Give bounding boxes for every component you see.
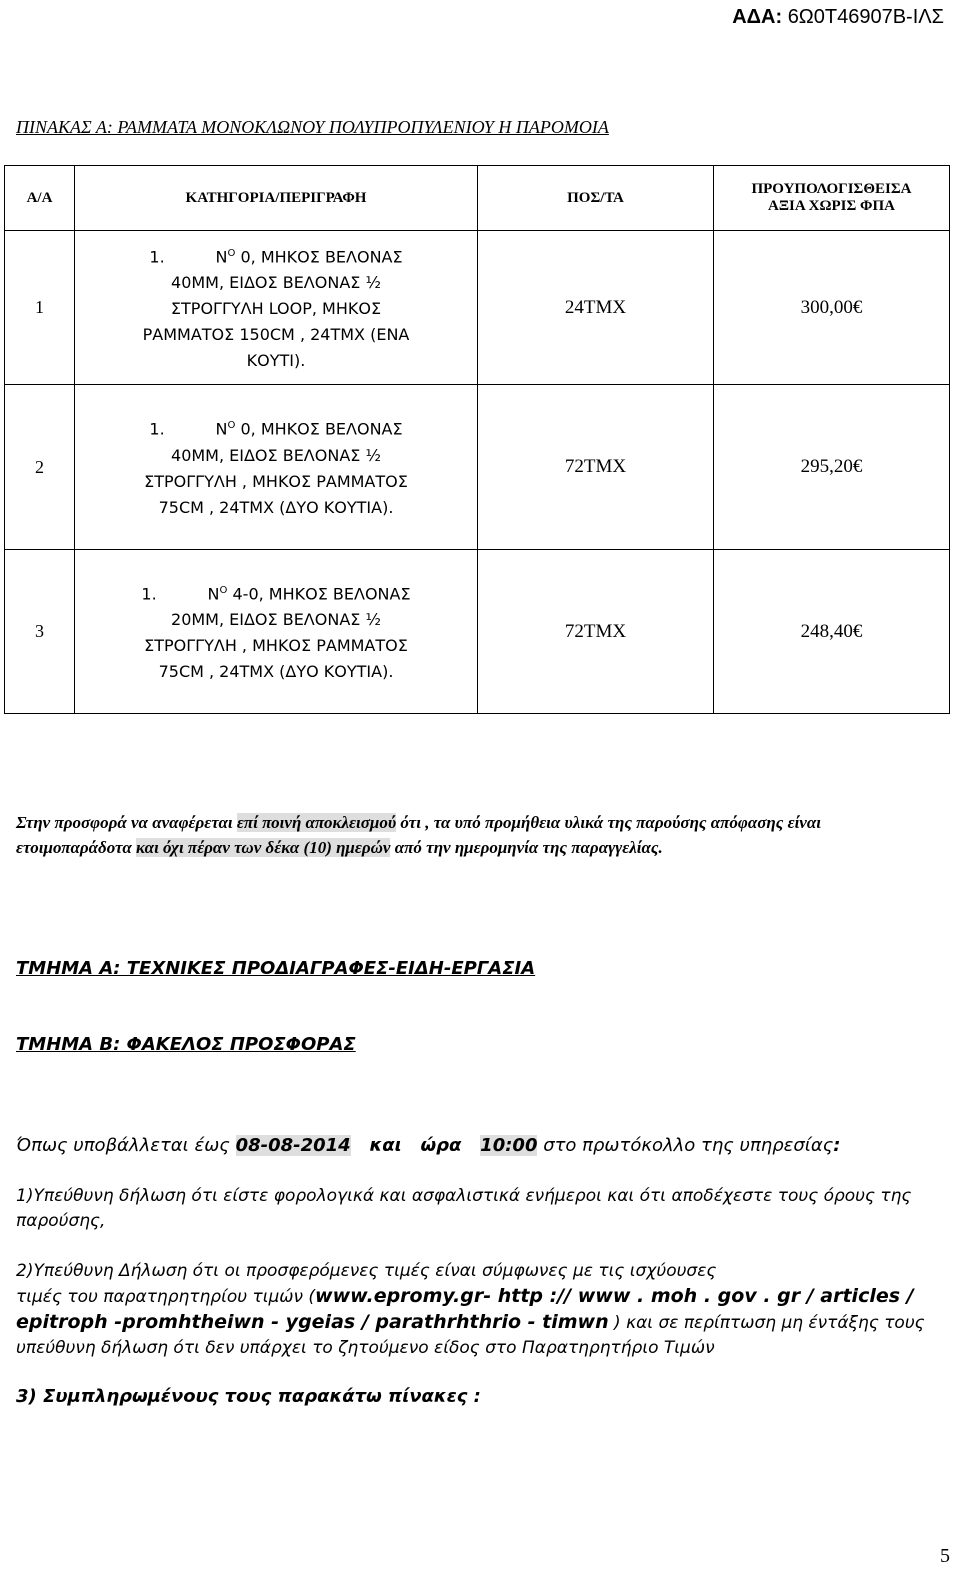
ada-code: 6Ω0Τ46907Β-ΙΛΣ xyxy=(787,6,944,28)
row-description: 1. $N^O$ 0, ΜΗΚΟΣ ΒΕΛΟΝΑΣ 40ΜΜ, ΕΙΔΟΣ ΒΕΛΟΝΑΣ ½ ΣΤΡΟΓΓΥΛΗ , ΜΗΚΟΣ ΡΑΜΜΑΤΟΣ 75CM , 24ΤΜΧ (ΔΥΟ ΚΟΥΤΙΑ). xyxy=(75,385,478,550)
row-quantity: 72ΤΜΧ xyxy=(478,385,714,550)
requirement-item-3: 3) Συμπληρωμένους τους παρακάτω πίνακες : xyxy=(16,1386,481,1407)
table-row xyxy=(5,550,950,714)
deadline-time: 10:00 xyxy=(480,1135,538,1156)
note-highlight: και όχι πέραν των δέκα (10) ημερών xyxy=(136,838,391,857)
row-number: 2 xyxy=(5,385,75,550)
header-quantity: ΠΟΣ/ΤΑ xyxy=(478,166,714,231)
row-value: 300,00€ xyxy=(714,231,950,385)
ada-header xyxy=(732,6,944,29)
row-description: 1. $N^O$ 0, ΜΗΚΟΣ ΒΕΛΟΝΑΣ 40ΜΜ, ΕΙΔΟΣ ΒΕΛΟΝΑΣ ½ ΣΤΡΟΓΓΥΛΗ LOOP, ΜΗΚΟΣ ΡΑΜΜΑΤΟΣ 150CM , 24ΤΜΧ (ΕΝΑ ΚΟΥΤΙ). xyxy=(75,231,478,385)
header-description: ΚΑΤΗΓΟΡΙΑ/ΠΕΡΙΓΡΑΦΗ xyxy=(75,166,478,231)
row-quantity: 72ΤΜΧ xyxy=(478,550,714,714)
table-row xyxy=(5,385,950,550)
header-value-line1: ΠΡΟΥΠΟΛΟΓΙΣΘΕΙΣΑ xyxy=(751,181,912,197)
table-row xyxy=(5,231,950,385)
items-table xyxy=(4,165,950,714)
header-aa: Α/Α xyxy=(5,166,75,231)
table-title: ΠΙΝΑΚΑΣ Α: ΡΑΜΜΑΤΑ ΜΟΝΟΚΛΩΝΟΥ ΠΟΛΥΠΡΟΠΥΛΕΝΙΟΥ Η ΠΑΡΟΜΟΙΑ xyxy=(16,117,609,137)
row-number: 1 xyxy=(5,231,75,385)
row-description: 1. $N^O$ 4-0, ΜΗΚΟΣ ΒΕΛΟΝΑΣ 20ΜΜ, ΕΙΔΟΣ ΒΕΛΟΝΑΣ ½ ΣΤΡΟΓΓΥΛΗ , ΜΗΚΟΣ ΡΑΜΜΑΤΟΣ 75CM , 24ΤΜΧ (ΔΥΟ ΚΟΥΤΙΑ). xyxy=(75,550,478,714)
table-header-row xyxy=(5,166,950,231)
page-number: 5 xyxy=(940,1545,950,1567)
row-number: 3 xyxy=(5,550,75,714)
requirement-item-1: 1)Υπεύθυνη δήλωση ότι είστε φορολογικά και ασφαλιστικά ενήμεροι και ότι αποδέχεστε τους όρους της παρούσης, xyxy=(16,1186,912,1231)
requirement-item-2: 2)Υπεύθυνη Δήλωση ότι οι προσφερόμενες τιμές είναι σύμφωνες με τις ισχύουσες τιμές του παρατηρητηρίου τιμών (www.epromy.gr- http :// www . moh . gov . gr / articles / epitroph -promhtheiwn - ygeias / parathrhthrio - timwn ) και σε περίπτωση μη έντάξης τους υπεύθυνη δήλωση ότι δεν υπάρχει το ζητούμενο είδος στο Παρατηρητήριο Τιμών xyxy=(16,1261,925,1358)
row-value: 248,40€ xyxy=(714,550,950,714)
offer-note: Στην προσφορά να αναφέρεται επί ποινή αποκλεισμού ότι , τα υπό προμήθεια υλικά της παρούσης απόφασης είναι ετοιμοπαράδοτα και όχι πέραν των δέκα (10) ημερών από την ημερομηνία της παραγγελίας. xyxy=(16,813,821,857)
header-value xyxy=(714,166,950,231)
section-a-heading: ΤΜΗΜΑ Α: ΤΕΧΝΙΚΕΣ ΠΡΟΔΙΑΓΡΑΦΕΣ-ΕΙΔΗ-ΕΡΓΑΣΙΑ xyxy=(16,958,536,979)
row-quantity: 24ΤΜΧ xyxy=(478,231,714,385)
header-value-line2: ΑΞΙΑ ΧΩΡΙΣ ΦΠΑ xyxy=(768,198,895,214)
row-value: 295,20€ xyxy=(714,385,950,550)
section-b-heading: ΤΜΗΜΑ Β: ΦΑΚΕΛΟΣ ΠΡΟΣΦΟΡΑΣ xyxy=(16,1034,356,1055)
ada-label: ΑΔΑ: xyxy=(732,6,783,28)
deadline-date: 08-08-2014 xyxy=(235,1135,351,1156)
submission-deadline: Όπως υποβάλλεται έως 08-08-2014 και ώρα 10:00 στο πρωτόκολλο της υπηρεσίας: xyxy=(16,1135,841,1156)
note-highlight: επί ποινή αποκλεισμού xyxy=(236,813,397,832)
price-observatory-link: www.epromy.gr- http :// www . moh . gov . gr / articles / epitroph -promhtheiwn - ygeias / parathrhthrio - timwn xyxy=(16,1285,914,1333)
